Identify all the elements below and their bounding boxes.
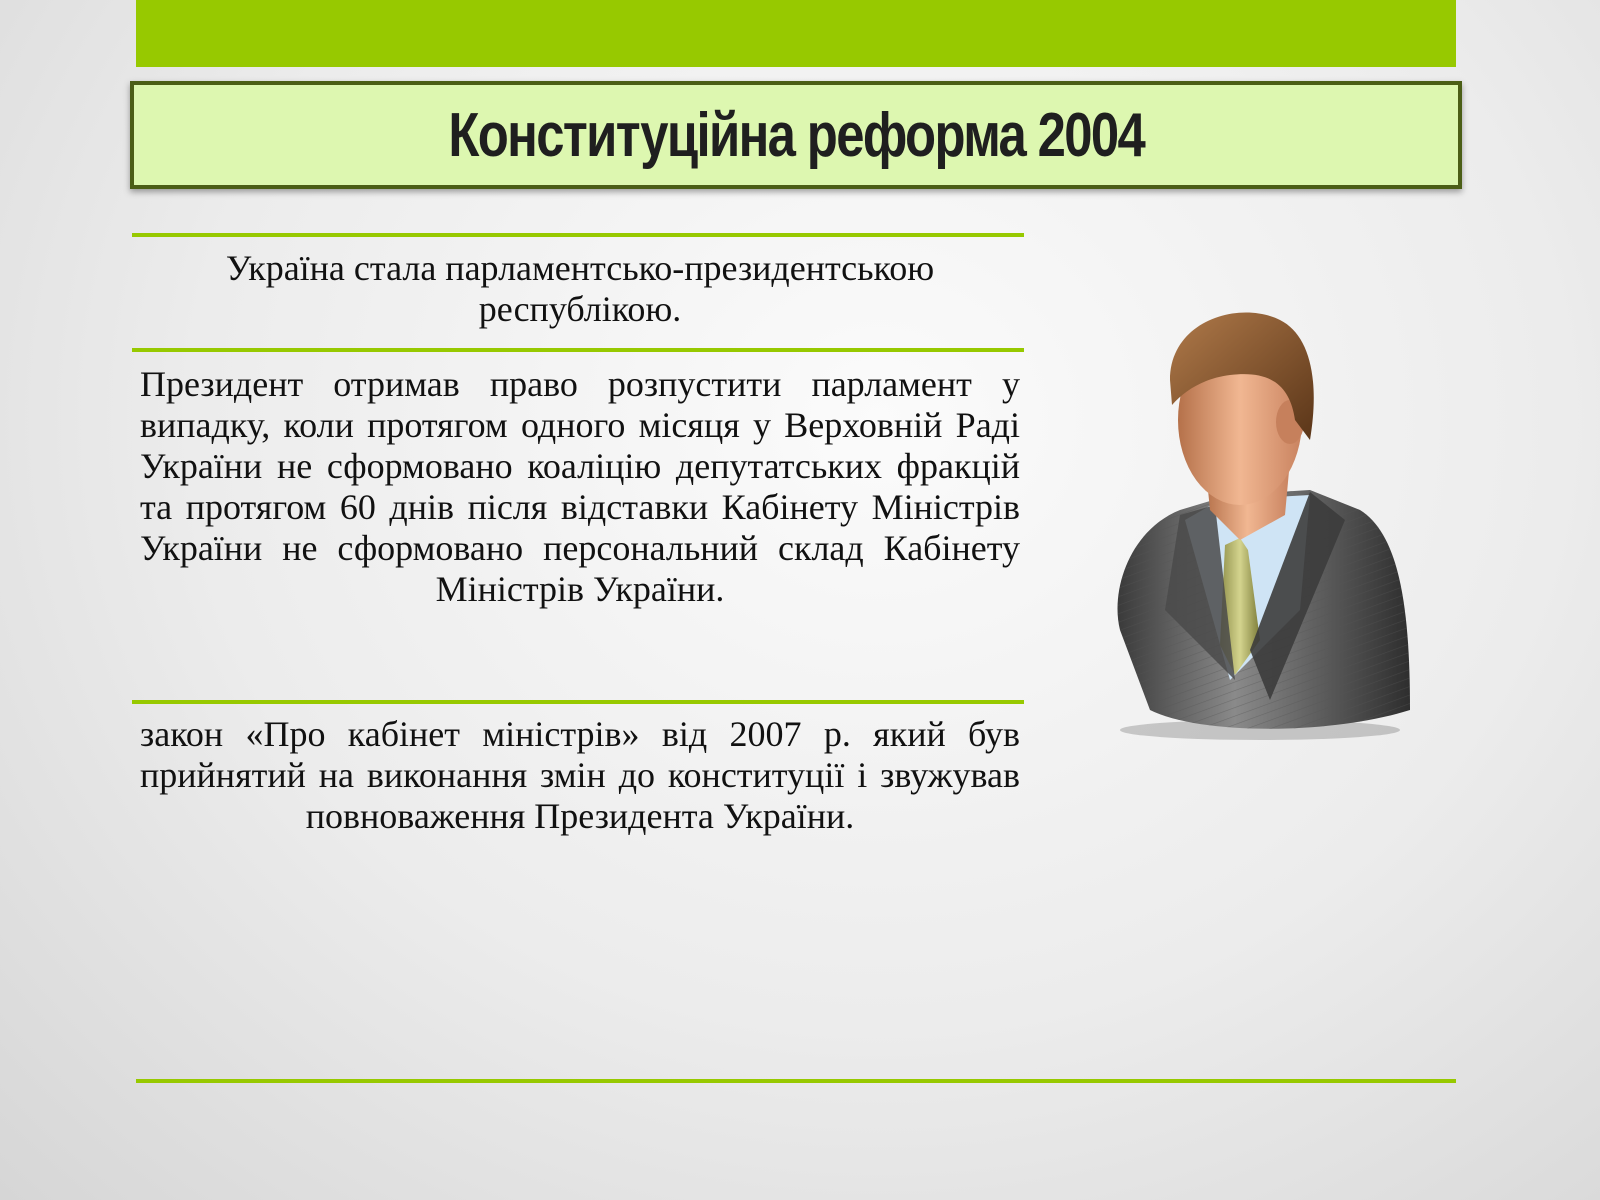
divider-3 (132, 700, 1024, 704)
bottom-divider (136, 1079, 1456, 1083)
businessman-icon (1110, 310, 1415, 740)
divider-2 (132, 348, 1024, 352)
slide-title: Конституційна реформа 2004 (448, 100, 1144, 170)
text-item-2: Президент отримав право розпустити парламент у випадку, коли протягом одного місяця у Верховній Раді України не сформовано коаліцію депутатських фракцій та протягом 60 днів після відставки Кабінету Міністрів України не сформовано персональний склад Кабінету Міністрів України. (140, 364, 1020, 609)
title-box (130, 81, 1462, 189)
divider-1 (132, 233, 1024, 237)
top-accent-bar (136, 0, 1456, 67)
text-item-3: закон «Про кабінет міністрів» від 2007 р. який був прийнятий на виконання змін до конституції і звужував повноваження Президента України. (140, 714, 1020, 836)
text-item-1: Україна стала парламентсько-президентською республікою. (225, 248, 935, 329)
